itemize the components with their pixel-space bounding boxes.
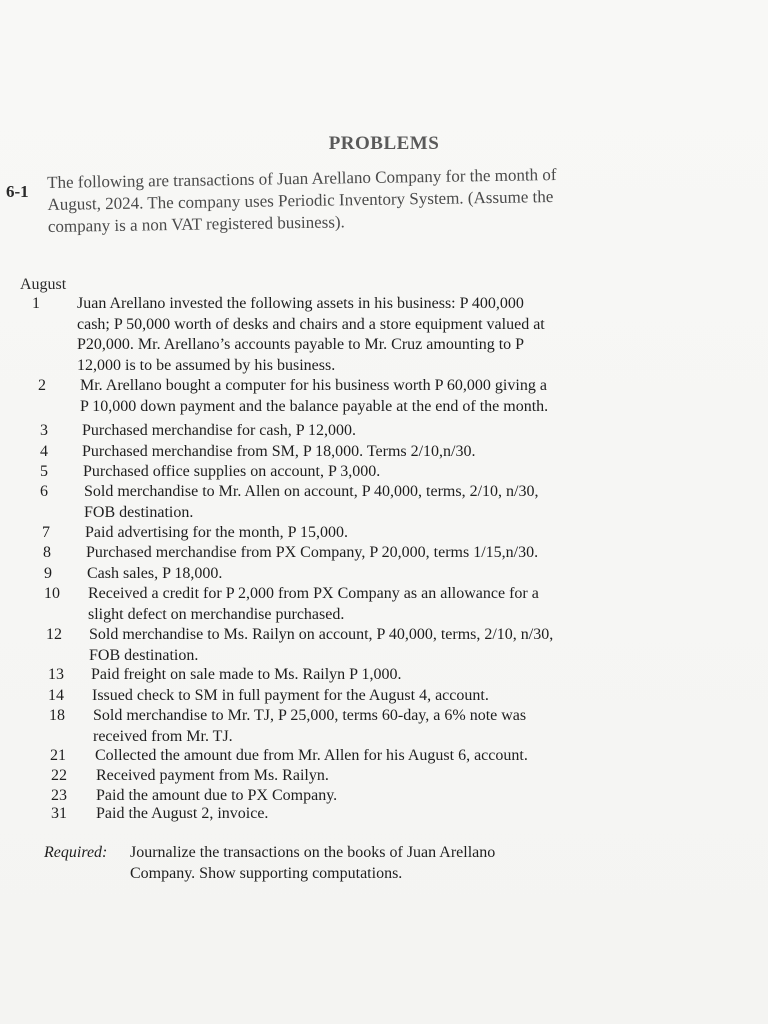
transaction-description	[84, 482, 654, 523]
transaction-text-line: received from Mr. TJ.	[93, 727, 233, 745]
month-heading: August	[20, 276, 67, 293]
required-text-line: Journalize the transactions on the books of Juan Arellano	[130, 844, 496, 861]
transaction-text-line: Mr. Arellano bought a computer for his business worth P 60,000 giving a	[80, 377, 547, 394]
transaction-text-line: 12,000 is to be assumed by his business.	[77, 356, 336, 374]
transaction-description	[96, 766, 661, 787]
transaction-description	[88, 584, 653, 625]
transaction-text-line: P20,000. Mr. Arellano’s accounts payable to Mr. Cruz amounting to P	[77, 336, 525, 353]
transaction-text-line: Sold merchandise to Mr. Allen on account, P 40,000, terms, 2/10, n/30,	[84, 483, 539, 500]
transaction-text-line: FOB destination.	[84, 503, 194, 521]
transaction-text-line: Purchased office supplies on account, P 3,000.	[83, 463, 381, 480]
transaction-text-line: Purchased merchandise for cash, P 12,000.	[82, 422, 356, 439]
transaction-day: 8	[43, 544, 51, 561]
transaction-text-line: Paid advertising for the month, P 15,000.	[85, 524, 348, 541]
transaction-day: 4	[40, 443, 48, 460]
transaction-text-line: P 10,000 down payment and the balance payable at the end of the month.	[80, 397, 549, 415]
transaction-description	[92, 686, 657, 707]
problem-number: 6-1	[6, 182, 29, 201]
transaction-description	[77, 294, 652, 376]
transaction-text-line: Received payment from Ms. Railyn.	[96, 767, 329, 784]
transaction-text-line: FOB destination.	[89, 646, 199, 664]
transaction-description	[82, 421, 652, 442]
required-label: Required:	[44, 844, 108, 861]
transaction-day: 13	[48, 666, 64, 683]
transaction-day: 31	[51, 805, 67, 822]
transaction-day: 9	[44, 565, 52, 582]
transaction-text-line: Sold merchandise to Ms. Railyn on account, P 40,000, terms, 2/10, n/30,	[89, 626, 554, 643]
transaction-day: 18	[49, 707, 65, 724]
transaction-day: 21	[50, 747, 66, 764]
transaction-day: 3	[40, 422, 48, 439]
intro-line: The following are transactions of Juan Arellano Company for the month of	[47, 164, 557, 192]
transaction-description	[82, 442, 652, 463]
transaction-day: 1	[32, 295, 40, 312]
transaction-day: 22	[51, 767, 67, 784]
transaction-text-line: Collected the amount due from Mr. Allen for his August 6, account.	[95, 747, 528, 764]
transaction-description	[93, 706, 658, 747]
transaction-description	[83, 462, 653, 483]
transaction-description	[96, 804, 661, 825]
intro-line: August, 2024. The company uses Periodic Inventory System. (Assume the	[47, 187, 554, 214]
transaction-description	[85, 523, 655, 544]
transaction-text-line: Purchased merchandise from SM, P 18,000. Terms 2/10,n/30.	[82, 443, 476, 460]
transaction-day: 5	[40, 463, 48, 480]
transaction-day: 23	[51, 787, 67, 804]
transaction-text-line: Issued check to SM in full payment for the August 4, account.	[92, 687, 489, 704]
transaction-text-line: Received a credit for P 2,000 from PX Company as an allowance for a	[88, 585, 539, 602]
transaction-description	[95, 746, 660, 767]
transaction-day: 10	[44, 585, 60, 602]
transaction-description	[87, 564, 657, 585]
required-section	[44, 842, 496, 882]
transaction-description	[80, 376, 653, 417]
required-text-line: Company. Show supporting computations.	[130, 865, 403, 882]
transaction-text-line: slight defect on merchandise purchased.	[88, 605, 345, 623]
transaction-day: 2	[38, 377, 46, 394]
transaction-day: 7	[42, 524, 50, 541]
transaction-text-line: Paid the August 2, invoice.	[96, 805, 269, 822]
transaction-description	[86, 543, 656, 564]
transaction-text-line: Paid the amount due to PX Company.	[96, 787, 338, 804]
intro-line: company is a non VAT registered business).	[47, 212, 345, 236]
transaction-description	[91, 665, 656, 686]
transaction-text-line: Cash sales, P 18,000.	[87, 565, 223, 582]
transaction-text-line: Paid freight on sale made to Ms. Railyn P 1,000.	[91, 666, 402, 683]
transaction-day: 14	[48, 687, 64, 704]
transaction-description	[89, 625, 654, 666]
page-title: PROBLEMS	[328, 133, 440, 154]
transaction-text-line: cash; P 50,000 worth of desks and chairs and a store equipment valued at	[77, 315, 545, 333]
transaction-day: 6	[40, 483, 48, 500]
transaction-day: 12	[46, 626, 62, 643]
transaction-text-line: Purchased merchandise from PX Company, P 20,000, terms 1/15,n/30.	[86, 544, 539, 561]
transaction-text-line: Sold merchandise to Mr. TJ, P 25,000, terms 60-day, a 6% note was	[93, 707, 527, 724]
transaction-text-line: Juan Arellano invested the following assets in his business: P 400,000	[77, 295, 524, 312]
